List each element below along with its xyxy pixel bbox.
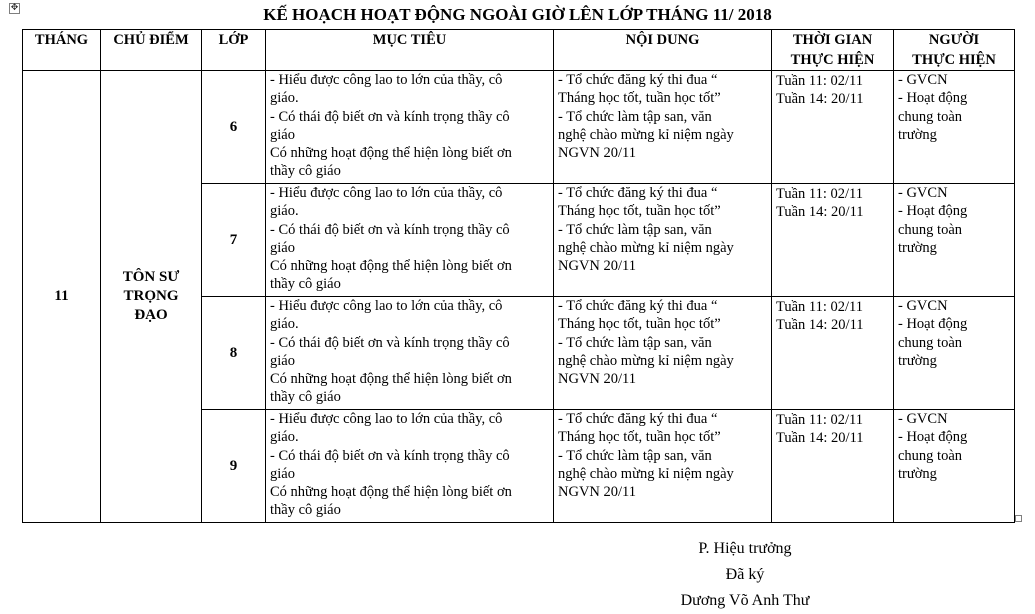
person-cell bbox=[894, 184, 1015, 297]
content-line: - Tổ chức làm tập san, văn bbox=[558, 108, 712, 125]
person-line: chung toàn bbox=[898, 334, 963, 351]
header-thang: THÁNG bbox=[23, 30, 101, 71]
content-line: - Tổ chức đăng ký thi đua “ bbox=[558, 72, 718, 88]
topic-line: TÔN SƯ bbox=[122, 269, 180, 285]
objective-line: - Hiểu được công lao to lớn của thầy, cô bbox=[270, 185, 503, 201]
person-line: - GVCN bbox=[898, 72, 948, 88]
objective-line: thầy cô giáo bbox=[270, 163, 341, 180]
time-line: Tuần 11: 02/11 bbox=[776, 412, 864, 428]
objectives-cell bbox=[266, 71, 554, 184]
time-cell bbox=[772, 71, 894, 184]
header-chu-diem: CHỦ ĐIỂM bbox=[101, 30, 202, 71]
signature-role: P. Hiệu trưởng bbox=[698, 540, 792, 557]
content-cell bbox=[554, 71, 772, 184]
objective-line: - Có thái độ biết ơn và kính trọng thầy cô bbox=[270, 447, 510, 464]
content-line: nghệ chào mừng kỉ niệm ngày bbox=[558, 239, 734, 256]
content-line: NGVN 20/11 bbox=[558, 371, 637, 388]
person-line: - Hoạt động bbox=[898, 429, 968, 446]
header-thoi-gian-line-2: THỰC HIỆN bbox=[790, 52, 875, 68]
signature-block bbox=[660, 536, 830, 614]
activity-plan-table bbox=[22, 29, 1015, 523]
objectives-cell bbox=[266, 184, 554, 297]
topic-cell bbox=[101, 71, 202, 523]
person-line: - Hoạt động bbox=[898, 316, 968, 333]
grade-cell: 9 bbox=[202, 410, 266, 523]
content-line: - Tổ chức đăng ký thi đua “ bbox=[558, 411, 718, 427]
person-line: - GVCN bbox=[898, 185, 948, 201]
content-line: Tháng học tốt, tuần học tốt” bbox=[558, 316, 721, 333]
content-line: Tháng học tốt, tuần học tốt” bbox=[558, 203, 721, 220]
header-noi-dung: NỘI DUNG bbox=[554, 30, 772, 71]
content-line: NGVN 20/11 bbox=[558, 484, 637, 501]
header-nguoi-line-2: THỰC HIỆN bbox=[912, 52, 996, 68]
objective-line: Có những hoạt động thể hiện lòng biết ơn bbox=[270, 145, 512, 162]
content-line: nghệ chào mừng kỉ niệm ngày bbox=[558, 126, 734, 143]
content-cell bbox=[554, 410, 772, 523]
objective-line: Có những hoạt động thể hiện lòng biết ơn bbox=[270, 371, 512, 388]
grade-cell: 8 bbox=[202, 297, 266, 410]
content-line: NGVN 20/11 bbox=[558, 145, 637, 162]
document-title: KẾ HOẠCH HOẠT ĐỘNG NGOÀI GIỜ LÊN LỚP THÁNG 11/ 2018 bbox=[263, 5, 772, 24]
header-lop: LỚP bbox=[202, 30, 266, 71]
month-cell: 11 bbox=[23, 71, 101, 523]
objective-line: thầy cô giáo bbox=[270, 502, 341, 519]
person-line: chung toàn bbox=[898, 221, 963, 238]
objective-line: giáo. bbox=[270, 203, 299, 220]
time-line: Tuần 14: 20/11 bbox=[776, 91, 864, 108]
objective-line: giáo bbox=[270, 239, 295, 256]
table-row bbox=[23, 71, 1015, 184]
content-cell bbox=[554, 184, 772, 297]
objective-line: giáo. bbox=[270, 429, 299, 446]
objective-line: - Có thái độ biết ơn và kính trọng thầy cô bbox=[270, 334, 510, 351]
objective-line: - Hiểu được công lao to lớn của thầy, cô bbox=[270, 411, 503, 427]
content-line: - Tổ chức đăng ký thi đua “ bbox=[558, 185, 718, 201]
content-line: - Tổ chức làm tập san, văn bbox=[558, 221, 712, 238]
person-line: trường bbox=[898, 465, 937, 482]
person-line: trường bbox=[898, 352, 937, 369]
person-line: - Hoạt động bbox=[898, 90, 968, 107]
objective-line: - Có thái độ biết ơn và kính trọng thầy cô bbox=[270, 108, 510, 125]
person-line: chung toàn bbox=[898, 108, 963, 125]
header-nguoi bbox=[894, 30, 1015, 71]
content-line: - Tổ chức làm tập san, văn bbox=[558, 447, 712, 464]
objective-line: giáo. bbox=[270, 90, 299, 107]
topic-line: ĐẠO bbox=[134, 307, 168, 323]
time-line: Tuần 14: 20/11 bbox=[776, 204, 864, 221]
person-line: - GVCN bbox=[898, 411, 948, 427]
grade-cell: 7 bbox=[202, 184, 266, 297]
objective-line: giáo bbox=[270, 352, 295, 369]
person-cell bbox=[894, 71, 1015, 184]
objective-line: - Hiểu được công lao to lớn của thầy, cô bbox=[270, 72, 503, 88]
objective-line: thầy cô giáo bbox=[270, 276, 341, 293]
time-line: Tuần 14: 20/11 bbox=[776, 317, 864, 334]
person-line: chung toàn bbox=[898, 447, 963, 464]
person-cell bbox=[894, 297, 1015, 410]
time-line: Tuần 11: 02/11 bbox=[776, 299, 864, 315]
objective-line: - Có thái độ biết ơn và kính trọng thầy cô bbox=[270, 221, 510, 238]
content-line: Tháng học tốt, tuần học tốt” bbox=[558, 429, 721, 446]
content-cell bbox=[554, 297, 772, 410]
content-line: - Tổ chức làm tập san, văn bbox=[558, 334, 712, 351]
header-nguoi-line-1: NGƯỜI bbox=[928, 32, 980, 48]
table-move-handle-icon[interactable]: ✥ bbox=[10, 3, 19, 13]
objective-line: giáo bbox=[270, 465, 295, 482]
signature-status: Đã ký bbox=[725, 566, 765, 583]
time-line: Tuần 14: 20/11 bbox=[776, 430, 864, 447]
person-cell bbox=[894, 410, 1015, 523]
person-line: - Hoạt động bbox=[898, 203, 968, 220]
objective-line: thầy cô giáo bbox=[270, 389, 341, 406]
header-muc-tieu: MỤC TIÊU bbox=[266, 30, 554, 71]
objective-line: Có những hoạt động thể hiện lòng biết ơn bbox=[270, 484, 512, 501]
objective-line: - Hiểu được công lao to lớn của thầy, cô bbox=[270, 298, 503, 314]
person-line: trường bbox=[898, 239, 937, 256]
objective-line: giáo. bbox=[270, 316, 299, 333]
objective-line: giáo bbox=[270, 126, 295, 143]
signature-name: Dương Võ Anh Thư bbox=[680, 592, 810, 609]
grade-cell: 6 bbox=[202, 71, 266, 184]
time-cell bbox=[772, 297, 894, 410]
table-body bbox=[23, 71, 1015, 523]
header-thoi-gian-line-1: THỜI GIAN bbox=[792, 32, 873, 48]
topic-line: TRỌNG bbox=[123, 288, 179, 304]
time-line: Tuần 11: 02/11 bbox=[776, 73, 864, 89]
time-line: Tuần 11: 02/11 bbox=[776, 186, 864, 202]
table-header-row bbox=[23, 30, 1015, 71]
objective-line: Có những hoạt động thể hiện lòng biết ơn bbox=[270, 258, 512, 275]
objectives-cell bbox=[266, 410, 554, 523]
content-line: Tháng học tốt, tuần học tốt” bbox=[558, 90, 721, 107]
content-line: nghệ chào mừng kỉ niệm ngày bbox=[558, 352, 734, 369]
person-line: trường bbox=[898, 126, 937, 143]
table-resize-handle[interactable] bbox=[1015, 515, 1022, 522]
objectives-cell bbox=[266, 297, 554, 410]
content-line: NGVN 20/11 bbox=[558, 258, 637, 275]
content-line: nghệ chào mừng kỉ niệm ngày bbox=[558, 465, 734, 482]
time-cell bbox=[772, 184, 894, 297]
header-thoi-gian bbox=[772, 30, 894, 71]
person-line: - GVCN bbox=[898, 298, 948, 314]
time-cell bbox=[772, 410, 894, 523]
content-line: - Tổ chức đăng ký thi đua “ bbox=[558, 298, 718, 314]
